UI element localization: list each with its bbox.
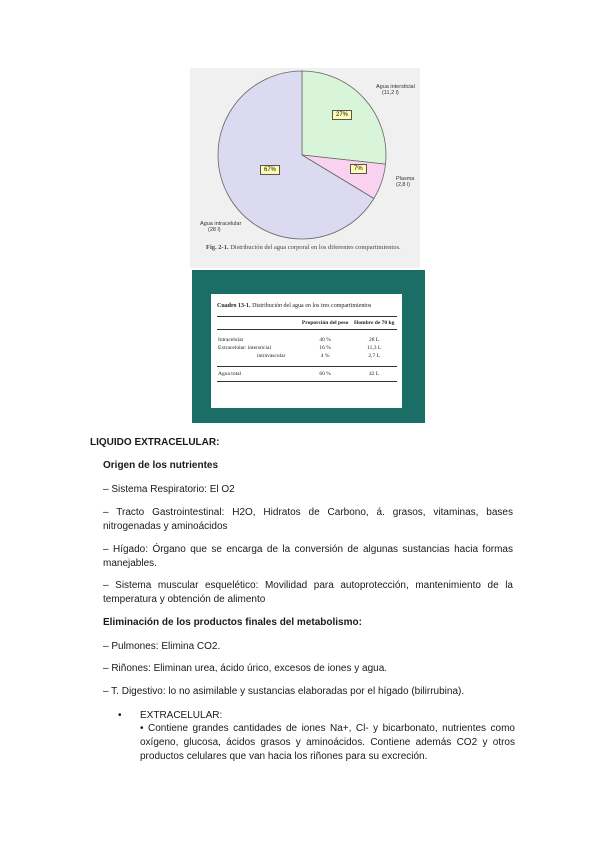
pie-slice-label-interstitial: 27% xyxy=(332,110,352,120)
table-row xyxy=(217,344,397,352)
table-cell: 11,3 L xyxy=(367,345,382,351)
bullet-title: EXTRACELULAR: xyxy=(140,710,223,721)
plasma-label: Plasma (2,8 l) xyxy=(396,176,415,188)
table-header-row xyxy=(217,317,397,330)
origin-item: – Tracto Gastrointestinal: H2O, Hidratos de Carbono, á. grasos, vitaminas, bases nitrogenadas y aminoácidos xyxy=(103,507,513,532)
bullet-text: • Contiene grandes cantidades de iones Na+, Cl- y bicarbonato, nutrientes como oxígeno, glucosa, ácidos grasos y aminoácidos. Contiene además CO2 y otros productos celulares que van hacia los riñones para su excreción. xyxy=(140,723,515,762)
pie-slice-label-plasma: 7% xyxy=(350,164,367,174)
table-cell: 40 % xyxy=(319,337,331,343)
pie-slice-label-intracellular: 67% xyxy=(260,165,280,175)
elimination-item: – Riñones: Eliminan urea, ácido úrico, excesos de iones y agua. xyxy=(103,663,388,674)
table-cell: Extracelular: intersticial xyxy=(218,345,271,351)
water-table-card xyxy=(211,294,402,408)
table-cell: 28 L xyxy=(369,337,380,343)
table-header-cell xyxy=(217,317,299,330)
interstitial-label: Agua intersticial (11,2 l) xyxy=(376,84,415,96)
water-table-title: Cuadro 13-1. Distribución del agua en los tres compartimientos xyxy=(217,303,372,309)
origin-item: – Hígado: Órgano que se encarga de la conversión de algunas sustancias hacia formas manejables. xyxy=(103,544,513,569)
bullet-marker: • xyxy=(118,710,122,721)
origin-item: – Sistema Respiratorio: El O2 xyxy=(103,484,235,495)
table-cell: 60 % xyxy=(299,367,351,382)
table-cell: intravascular xyxy=(257,353,286,359)
table-total-row xyxy=(217,367,397,382)
elimination-heading: Eliminación de los productos finales del metabolismo: xyxy=(103,617,362,628)
pie-figure-caption: Fig. 2-1. Distribución del agua corporal en los diferentes compartimientos. xyxy=(206,244,401,251)
elimination-item: – Pulmones: Elimina CO2. xyxy=(103,641,221,652)
table-cell: Agua total xyxy=(217,367,299,382)
table-cell: 2,7 L xyxy=(368,353,380,359)
origin-item: – Sistema muscular esquelético: Movilidad para autoprotección, mantenimiento de la temperatura y obtención de alimento xyxy=(103,580,513,605)
pie-chart-figure xyxy=(190,68,420,268)
table-header-cell: Proporción del peso xyxy=(299,317,351,330)
intracellular-label: Agua intracelular (28 l) xyxy=(200,221,242,233)
table-header-cell: Hombre de 70 kg xyxy=(351,317,397,330)
origin-heading: Origen de los nutrientes xyxy=(103,460,219,471)
table-cell: 16 % xyxy=(319,345,331,351)
table-row xyxy=(217,352,397,360)
table-row xyxy=(217,336,397,344)
water-table-figure xyxy=(192,270,425,423)
water-table xyxy=(217,316,397,382)
table-cell: 42 L xyxy=(351,367,397,382)
section-heading: LIQUIDO EXTRACELULAR: xyxy=(90,437,220,448)
table-cell: 4 % xyxy=(320,353,330,359)
table-cell: Intracelular xyxy=(218,337,244,343)
pie-chart xyxy=(190,68,420,268)
elimination-item: – T. Digestivo: lo no asimilable y sustancias elaboradas por el hígado (bilirrubina). xyxy=(103,686,465,697)
